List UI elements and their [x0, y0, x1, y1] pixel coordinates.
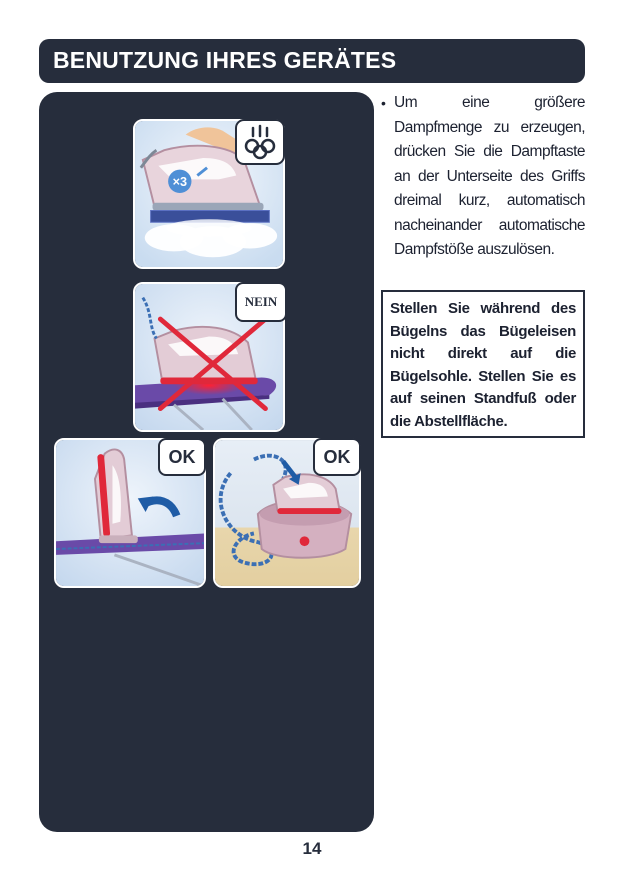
ok-label-base: OK — [323, 446, 351, 467]
warning-box — [381, 290, 585, 438]
bullet-symbol: • — [381, 95, 386, 111]
warning-text: Stellen Sie während des Bügelns das Bügeleisen nicht direkt auf die Bügelsohle. Stellen Sie es auf seinen Standfuß oder die Abstellfläche. — [390, 300, 576, 430]
bullet-text: Um eine größere Dampfmenge zu erzeugen, drücken Sie die Dampftaste an der Unterseite des Griffs dreimal kurz, automatisch nacheinander automatische Dampfstöße auszulösen. — [394, 94, 585, 258]
instructions-column — [381, 91, 585, 263]
section-title: BENUTZUNG IHRES GERÄTES — [53, 47, 397, 73]
nein-badge — [235, 282, 287, 322]
steam-burst-icon — [235, 119, 285, 165]
instruction-bullet — [381, 91, 585, 263]
nein-label: NEIN — [244, 294, 278, 309]
page-number: 14 — [302, 839, 322, 858]
section-header — [39, 39, 585, 83]
ok-badge-base — [313, 438, 361, 476]
multiplier-label: ×3 — [172, 175, 188, 190]
ok-badge-heel — [158, 438, 206, 476]
illustration-panel — [39, 92, 374, 832]
ok-label-heel: OK — [168, 446, 196, 467]
